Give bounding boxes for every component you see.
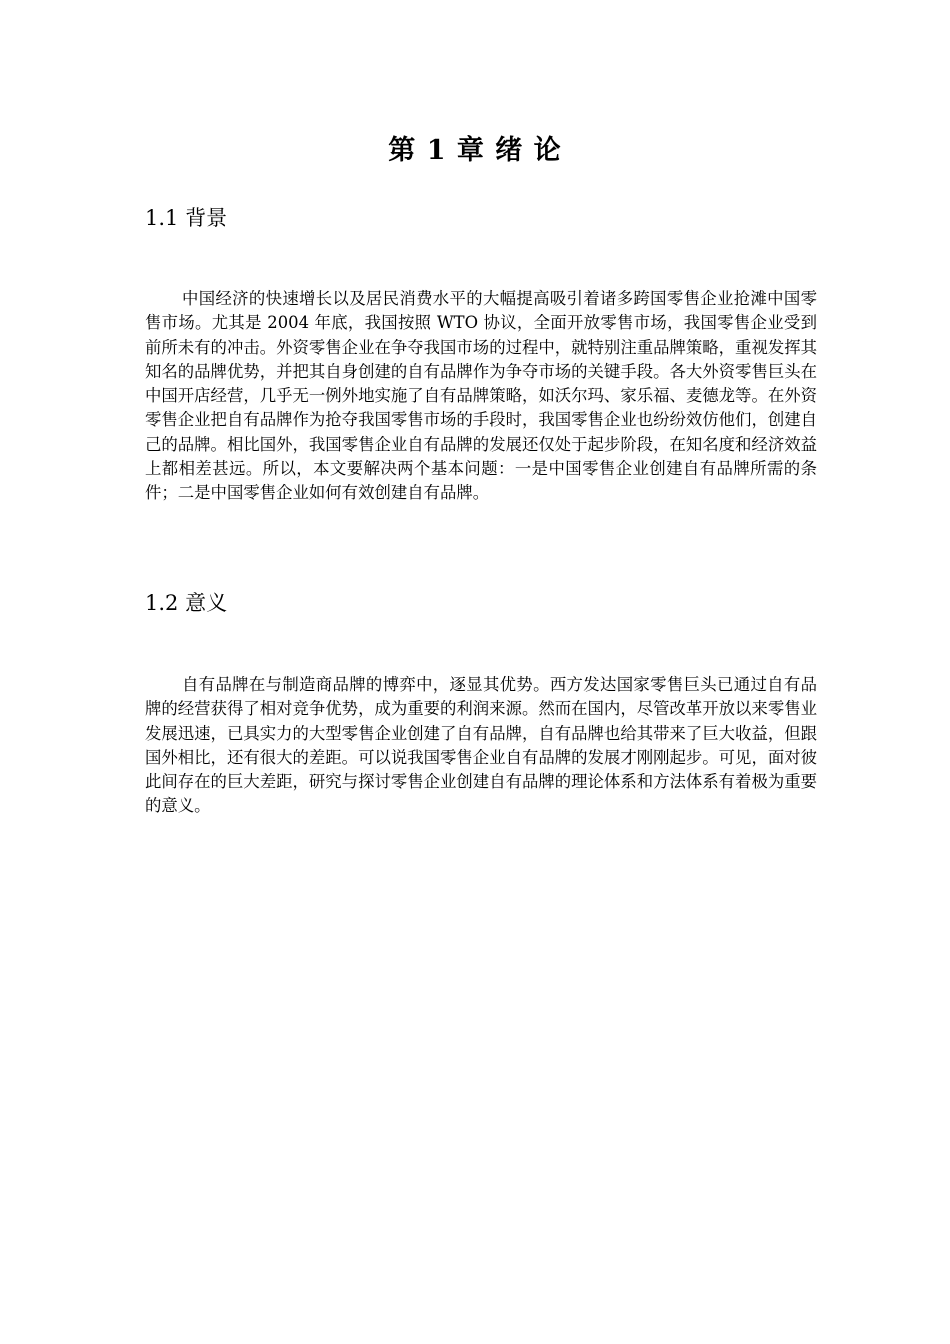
section-heading-background: 1.1 背景	[145, 206, 228, 230]
chapter-title: 第 1 章 绪 论	[388, 135, 562, 166]
section-heading-significance: 1.2 意义	[145, 591, 228, 615]
section-paragraph-significance: 自有品牌在与制造商品牌的博弈中，逐显其优势。西方发达国家零售巨头已通过自有品牌的经营获得了相对竞争优势，成为重要的利润来源。然而在国内，尽管改革开放以来零售业发展迅速，已具实力的大型零售企业创建了自有品牌，自有品牌也给其带来了巨大收益，但跟国外相比，还有很大的差距。可以说我国零售企业自有品牌的发展才刚刚起步。可见，面对彼此间存在的巨大差距，研究与探讨零售企业创建自有品牌的理论体系和方法体系有着极为重要的意义。	[145, 675, 818, 816]
section-paragraph-background: 中国经济的快速增长以及居民消费水平的大幅提高吸引着诸多跨国零售企业抢滩中国零售市场。尤其是 2004 年底，我国按照 WTO 协议，全面开放零售市场，我国零售企业受到前所未有的冲击。外资零售企业在争夺我国市场的过程中，就特别注重品牌策略，重视发挥其知名的品牌优势，并把其自身创建的自有品牌作为争夺市场的关键手段。各大外资零售巨头在中国开店经营，几乎无一例外地实施了自有品牌策略，如沃尔玛、家乐福、麦德龙等。在外资零售企业把自有品牌作为抢夺我国零售市场的手段时，我国零售企业也纷纷效仿他们，创建自己的品牌。相比国外，我国零售企业自有品牌的发展还仅处于起步阶段，在知名度和经济效益上都相差甚远。所以，本文要解决两个基本问题：一是中国零售企业创建自有品牌所需的条件；二是中国零售企业如何有效创建自有品牌。	[145, 289, 818, 503]
